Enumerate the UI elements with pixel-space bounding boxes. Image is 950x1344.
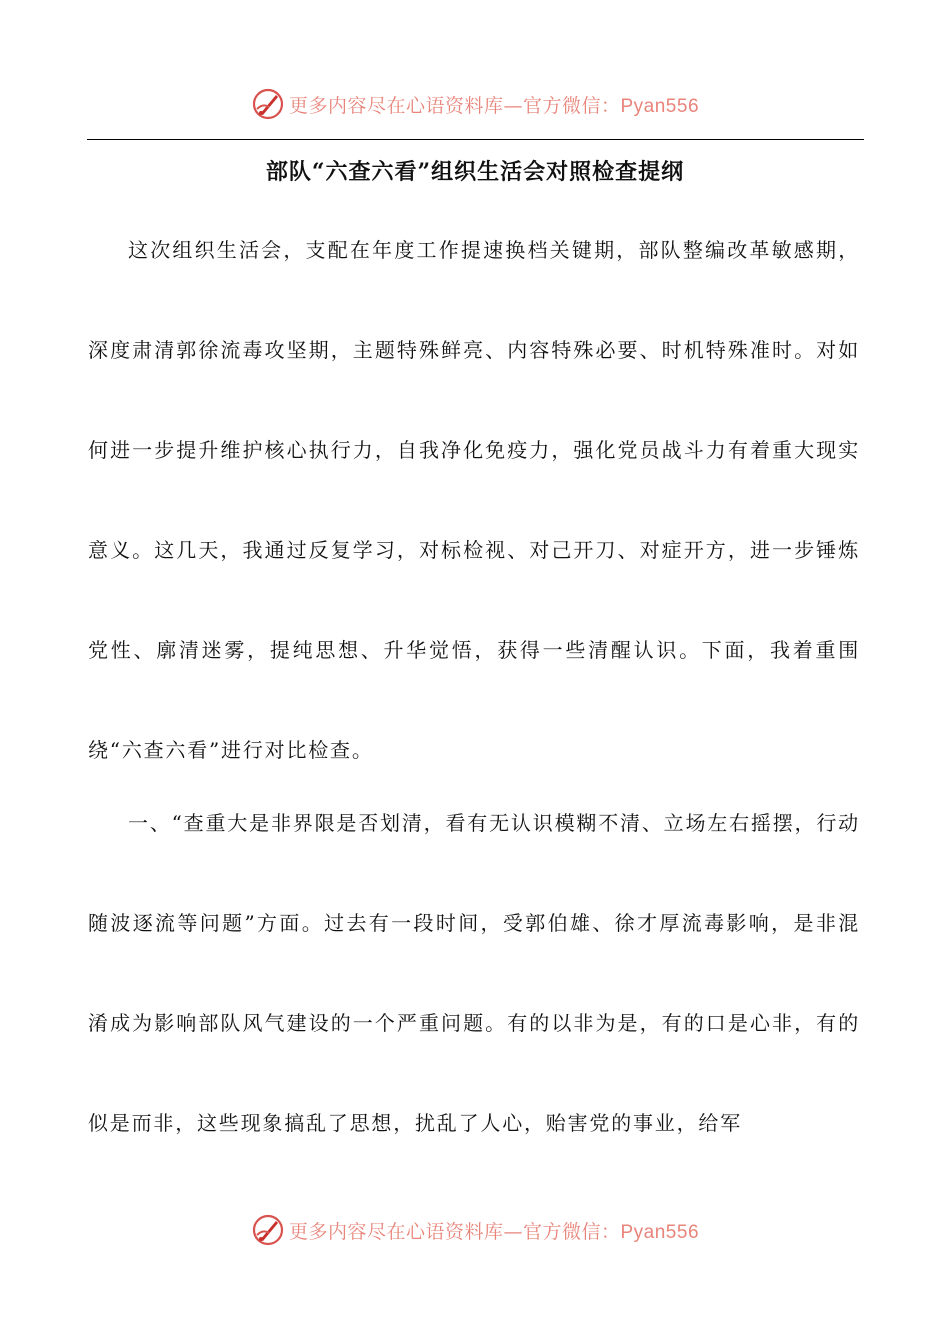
header-watermark-banner (0, 84, 950, 124)
body-paragraph-2: 一、“查重大是非界限是否划清，看有无认识模糊不清、立场左右摇摆，行动随波逐流等问题”方面。过去有一段时间，受郭伯雄、徐才厚流毒影响，是非混淆成为影响部队风气建设的一个严重问题。有的以非为是，有的口是心非，有的似是而非，这些现象搞乱了思想，扰乱了人心，贻害党的事业，给军 (88, 811, 860, 1135)
quill-pen-logo-icon (251, 87, 285, 121)
header-banner-text: 更多内容尽在心语资料库—官方微信：Pyan556 (288, 94, 700, 117)
footer-watermark-banner (0, 1210, 950, 1250)
document-title: 部队“六查六看”组织生活会对照检查提纲 (265, 159, 685, 185)
body-paragraph-1: 这次组织生活会，支配在年度工作提速换档关键期，部队整编改革敏感期，深度肃清郭徐流毒攻坚期，主题特殊鲜亮、内容特殊必要、时机特殊准时。对如何进一步提升维护核心执行力，自我净化免疫力，强化党员战斗力有着重大现实意义。这几天，我通过反复学习，对标检视、对己开刀、对症开方，进一步锤炼党性、廓清迷雾，提纯思想、升华觉悟，获得一些清醒认识。下面，我着重围绕“六查六看”进行对比检查。 (88, 238, 860, 762)
footer-banner-text: 更多内容尽在心语资料库—官方微信：Pyan556 (288, 1220, 700, 1243)
header-divider (87, 139, 864, 140)
quill-pen-logo-icon (251, 1213, 285, 1247)
